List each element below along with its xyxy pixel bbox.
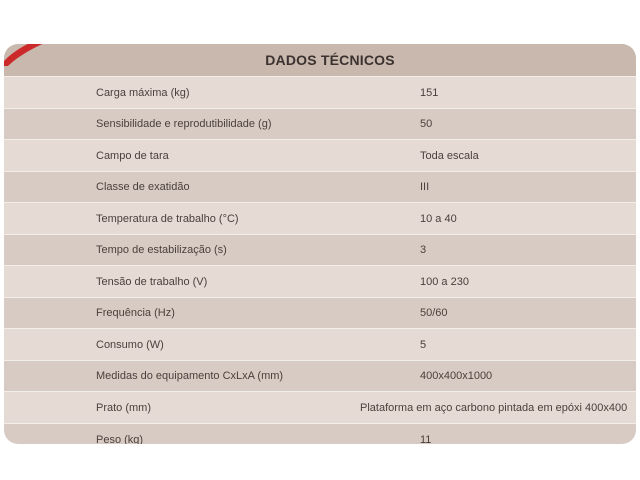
table-row	[4, 139, 636, 171]
row-value: 10 a 40	[420, 212, 457, 225]
row-label: Sensibilidade e reprodutibilidade (g)	[96, 118, 272, 130]
table-row	[4, 265, 636, 297]
table-row	[4, 76, 636, 108]
row-label: Tensão de trabalho (V)	[96, 275, 208, 288]
row-label: Temperatura de trabalho (°C)	[96, 212, 239, 225]
row-value: 100 a 230	[420, 275, 469, 288]
row-value: 50	[420, 118, 433, 130]
table-header	[4, 44, 636, 76]
row-value: III	[420, 181, 430, 193]
row-label: Frequência (Hz)	[96, 307, 175, 319]
table-row	[4, 108, 636, 139]
table-row	[4, 234, 636, 265]
row-label: Campo de tara	[96, 149, 169, 162]
row-value: 11	[420, 433, 432, 444]
table-body	[4, 76, 636, 444]
row-value: 3	[420, 244, 427, 256]
row-value: 50/60	[420, 307, 448, 319]
table-row	[4, 202, 636, 234]
row-label: Prato (mm)	[96, 401, 151, 414]
row-label: Tempo de estabilização (s)	[96, 244, 227, 256]
row-label: Classe de exatidão	[96, 181, 190, 193]
row-label: Medidas do equipamento CxLxA (mm)	[96, 370, 284, 382]
table-row	[4, 391, 636, 423]
table-title: DADOS TÉCNICOS	[265, 52, 395, 68]
row-value: Plataforma em aço carbono pintada em epóxi 400x400	[360, 401, 628, 414]
table-row	[4, 328, 636, 360]
row-value: 151	[420, 86, 439, 99]
table-row	[4, 360, 636, 391]
red-swoosh-accent	[4, 44, 80, 66]
row-value: 400x400x1000	[420, 370, 493, 382]
row-label: Consumo (W)	[96, 338, 164, 351]
row-label: Carga máxima (kg)	[96, 86, 190, 99]
row-label: Peso (kg)	[96, 433, 144, 444]
table-row	[4, 423, 636, 444]
technical-data-table	[4, 44, 636, 444]
table-row	[4, 171, 636, 202]
row-value: Toda escala	[420, 149, 479, 162]
row-value: 5	[420, 338, 427, 351]
table-row	[4, 297, 636, 328]
